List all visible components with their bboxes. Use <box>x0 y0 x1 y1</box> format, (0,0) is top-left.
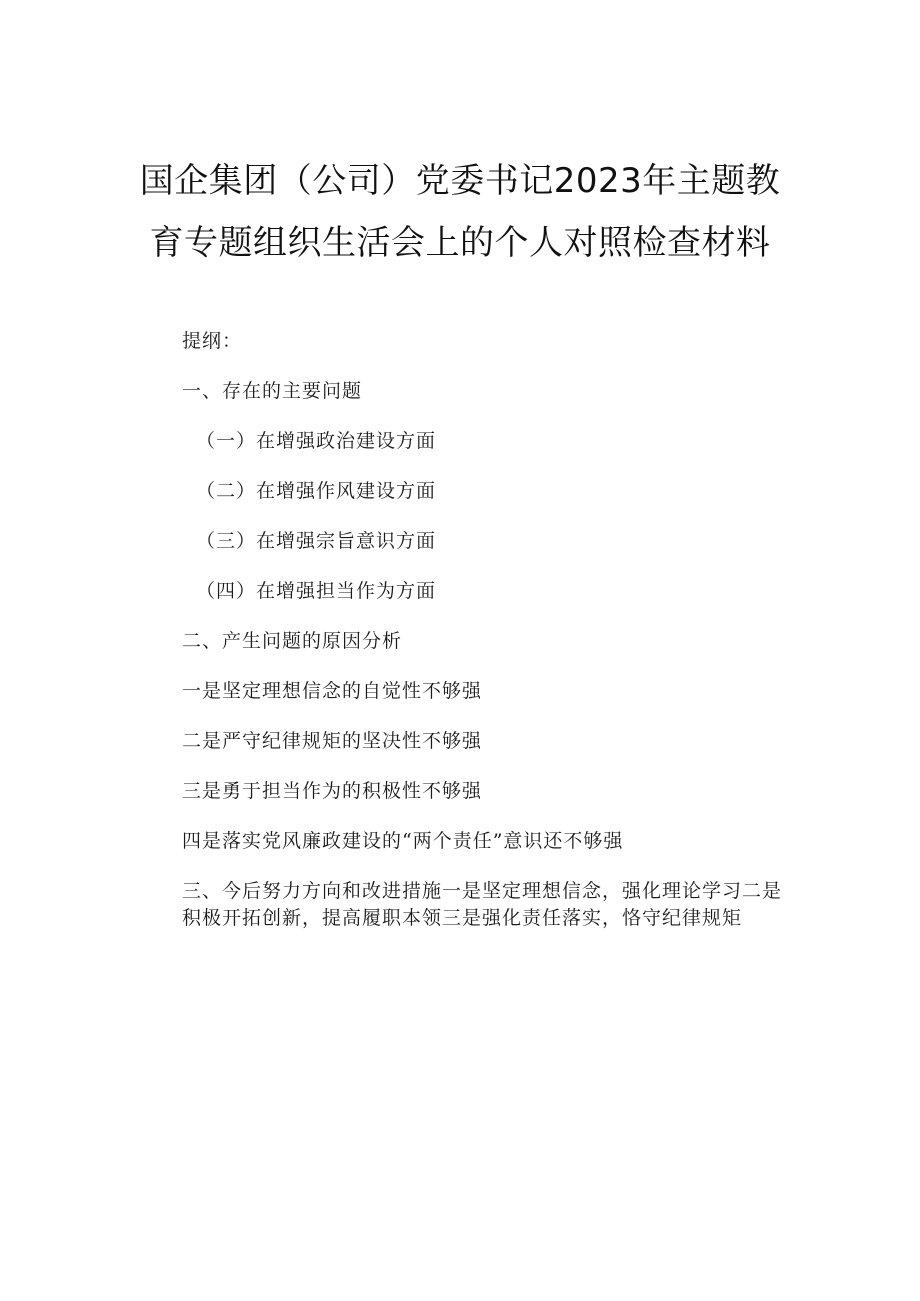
document-title <box>120 150 800 274</box>
outline <box>182 328 802 932</box>
section-3-paragraph: 三、今后努力方向和改进措施一是坚定理想信念，强化理论学习二是积极开拓创新，提高履职本领三是强化责任落实，恪守纪律规矩 <box>182 880 783 929</box>
section-2-item: 三是勇于担当作为的积极性不够强 <box>182 780 483 802</box>
section-1-heading: 一、存在的主要问题 <box>182 380 363 402</box>
section-2-item: 四是落实党风廉政建设的“两个责任”意识还不够强 <box>182 830 624 852</box>
section-2-item: 一是坚定理想信念的自觉性不够强 <box>182 680 483 702</box>
title-line-2: 育专题组织生活会上的个人对照检查材料 <box>149 223 771 263</box>
outline-label: 提纲： <box>182 330 243 352</box>
section-2-item: 二是严守纪律规矩的坚决性不够强 <box>182 730 483 752</box>
section-1-item: （一）在增强政治建设方面 <box>196 430 437 452</box>
title-line-1: 国企集团（公司）党委书记2023年主题教 <box>139 161 781 201</box>
section-2-heading: 二、产生问题的原因分析 <box>182 630 403 652</box>
section-1-item: （三）在增强宗旨意识方面 <box>196 530 437 552</box>
section-1-item: （四）在增强担当作为方面 <box>196 580 437 602</box>
section-1-item: （二）在增强作风建设方面 <box>196 480 437 502</box>
